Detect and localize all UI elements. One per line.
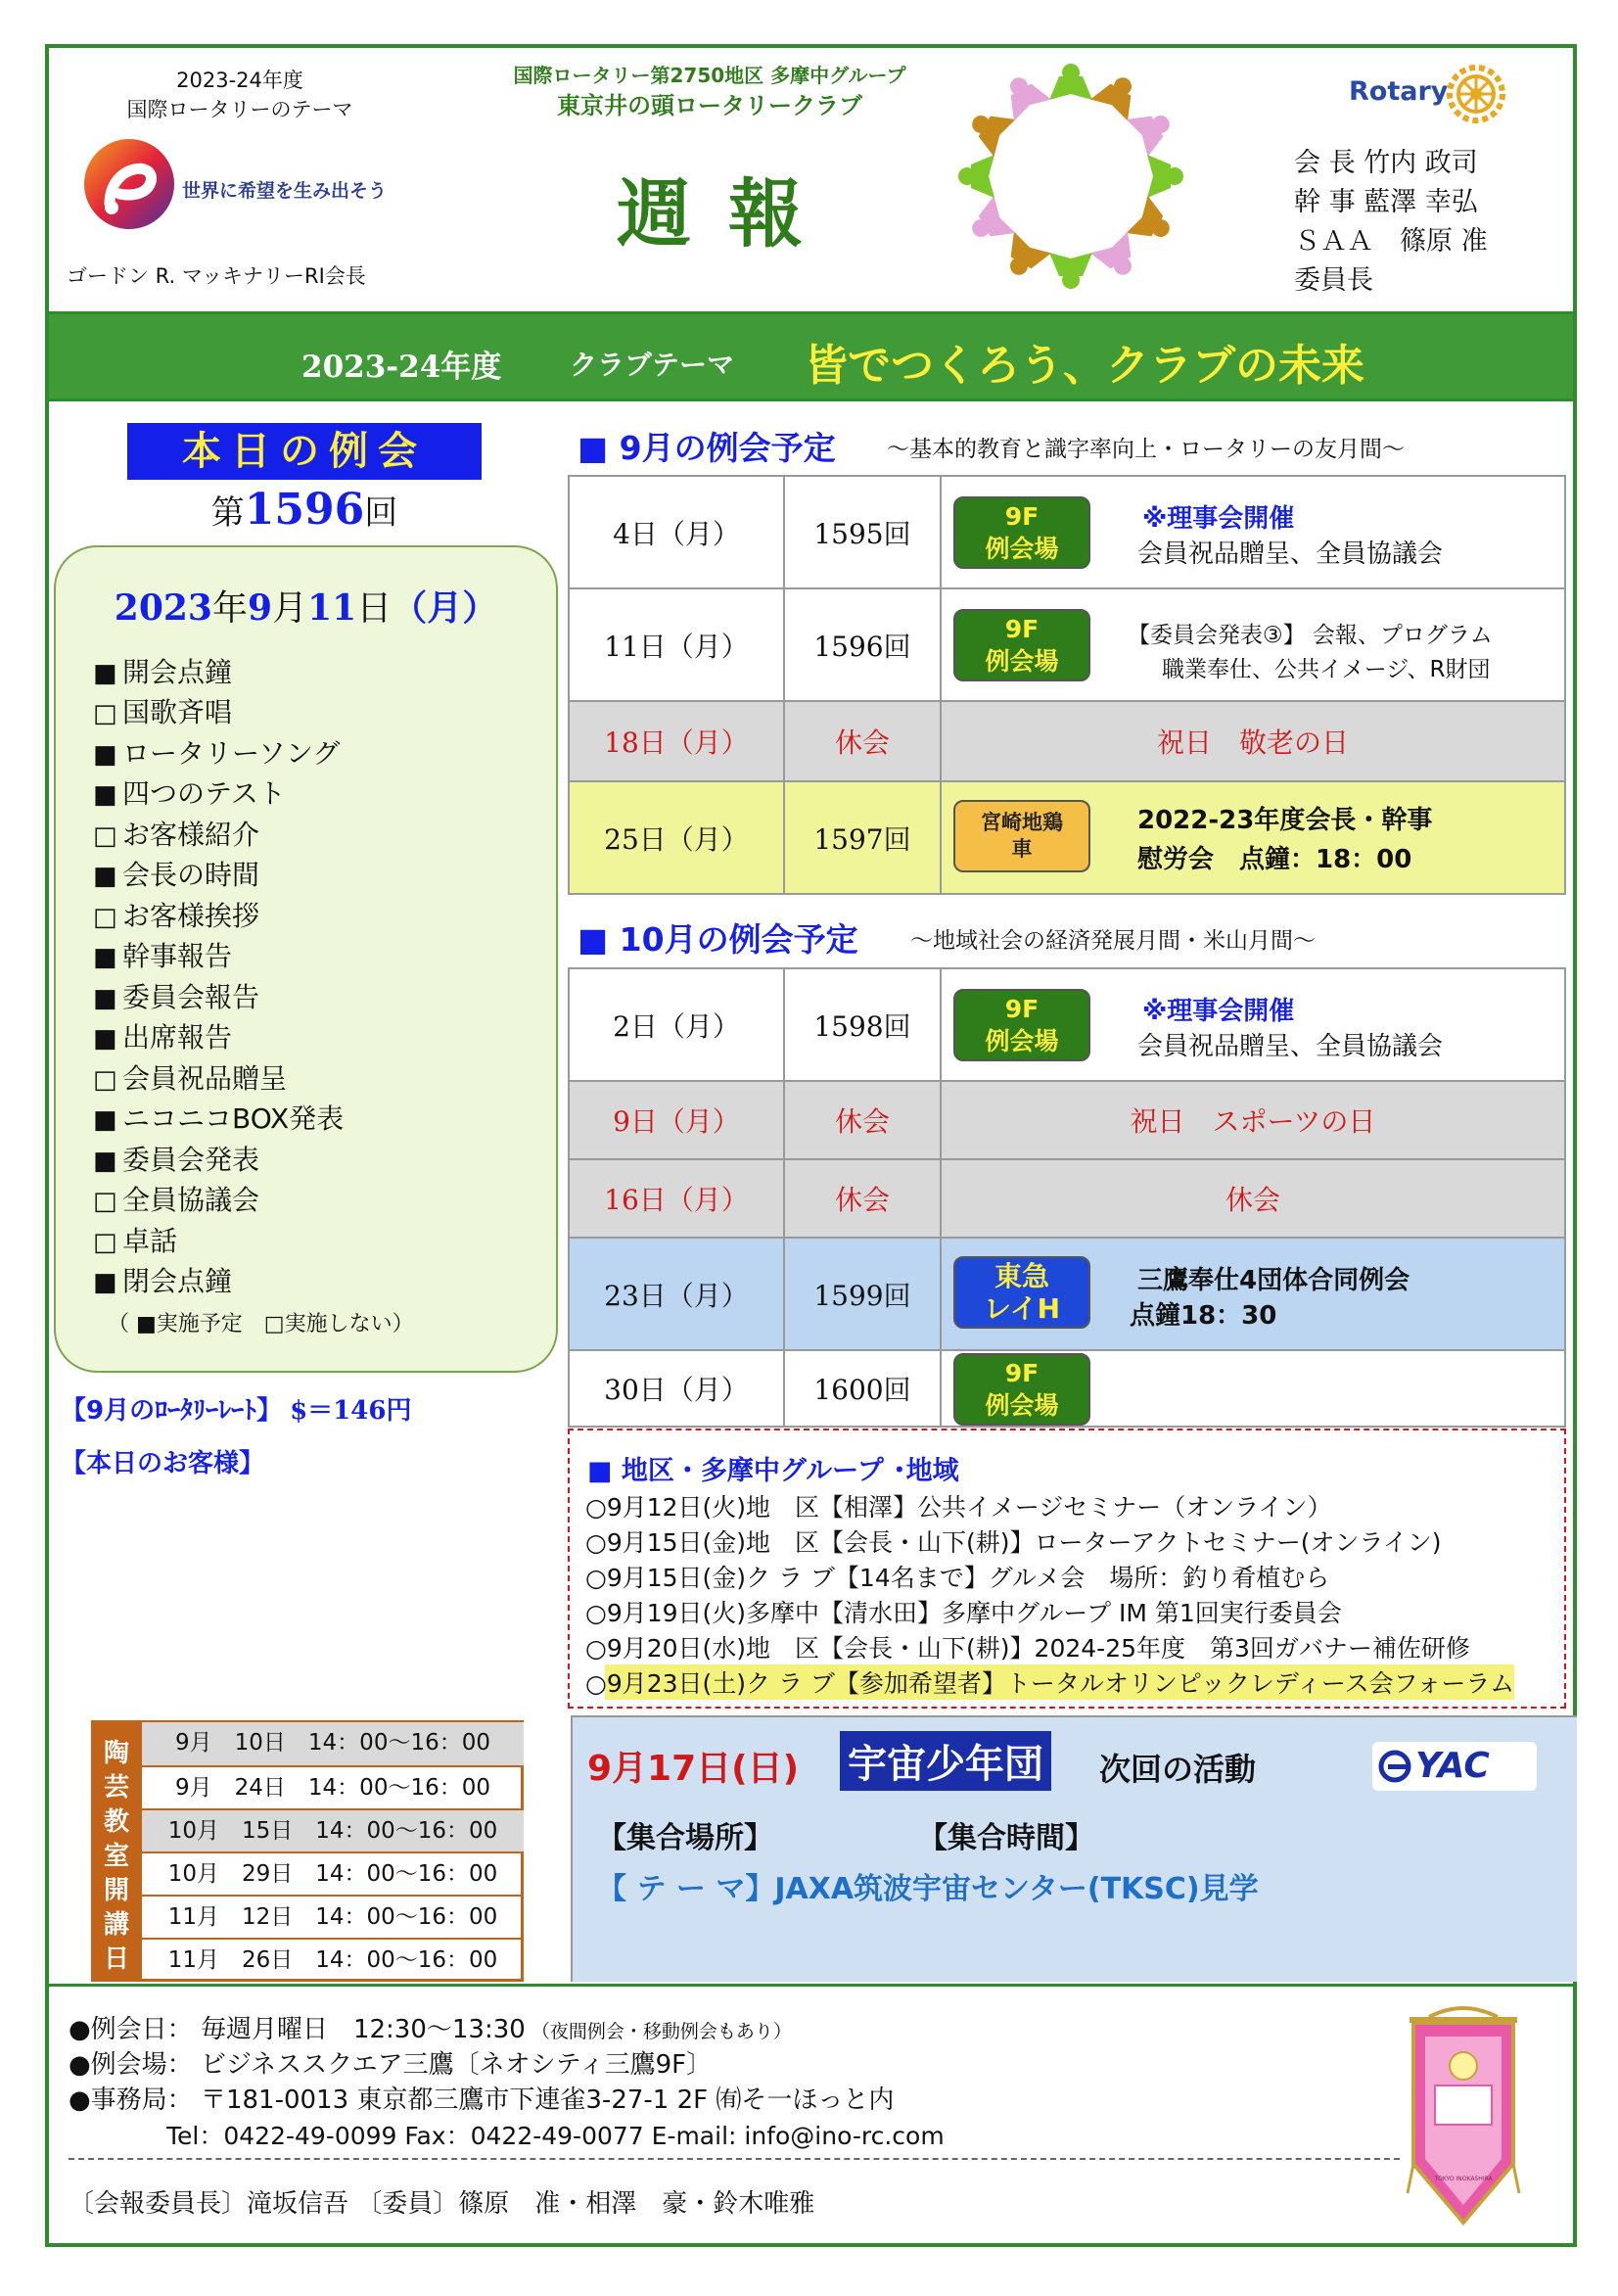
theme-year: 2023-24年度	[176, 69, 303, 92]
program-text: 国歌斉唱	[122, 696, 233, 728]
meeting-count	[127, 485, 482, 535]
footer-editors: 〔会報委員長〕滝坂信吾 〔委員〕篠原 准・相澤 豪・鈴木唯雅	[69, 2189, 815, 2219]
program-text: ニコニコBOX発表	[122, 1102, 345, 1135]
schedule-row-holiday	[568, 1080, 1566, 1160]
row-note: 祝日 スポーツの日	[1130, 1105, 1376, 1138]
row-body	[942, 1239, 1564, 1349]
program-item	[93, 1057, 287, 1097]
meeting-count-number: 1596	[244, 485, 365, 535]
row-note: 祝日 敬老の日	[1156, 726, 1349, 759]
yac-orbit-icon	[1378, 1750, 1411, 1783]
yac-date: 9月17日(日)	[587, 1749, 800, 1789]
row-number: 休会	[785, 702, 942, 780]
badge-line2: 例会場	[985, 647, 1059, 676]
row-number: 休会	[785, 1082, 942, 1158]
row-day: 23日（月）	[570, 1239, 785, 1349]
pottery-side-char: 教	[103, 1807, 129, 1837]
program-mark: ■	[93, 740, 117, 770]
program-text: 閉会点鐘	[122, 1265, 233, 1297]
row-body	[942, 477, 1564, 587]
ri-theme: 世界に希望を生み出そう	[182, 180, 388, 202]
people-ring-icon	[957, 63, 1184, 290]
program-text: ロータリーソング	[122, 737, 341, 770]
program-text: 会員祝品贈呈	[122, 1062, 288, 1095]
row-note-1: 三鷹奉仕4団体合同例会	[1137, 1266, 1410, 1295]
venue-badge	[953, 496, 1090, 569]
row-note-2: 職業奉仕、公共イメージ、R財団	[1162, 657, 1491, 682]
row-day: 25日（月）	[570, 782, 785, 893]
program-text: 四つのテスト	[122, 777, 286, 810]
footer-venue: ●例会場： ビジネススクエア三鷹〔ネオシティ三鷹9F〕	[69, 2050, 713, 2080]
program-mark: □	[93, 1065, 117, 1095]
program-mark: ■	[93, 984, 117, 1013]
row-note-2: 会員祝品贈呈、全員協議会	[1137, 539, 1444, 569]
club-theme-year: 2023-24年度	[301, 350, 502, 385]
pennant-text: TOKYO INOKASHIRA	[1434, 2176, 1493, 2182]
pottery-side-char: 陶	[103, 1739, 129, 1768]
district-item: ○9月20日(水)地 区【会長・山下(耕)】2024-25年度 第3回ガバナー補佐研修	[585, 1634, 1470, 1663]
program-text: 出席報告	[122, 1021, 233, 1054]
badge-line2: 例会場	[985, 535, 1059, 563]
row-body	[942, 782, 1564, 893]
date-weekday: （月）	[392, 587, 498, 629]
row-note-2: 会員祝品贈呈、全員協議会	[1137, 1032, 1444, 1061]
program-text: 委員会発表	[122, 1144, 260, 1176]
program-mark: □	[93, 821, 117, 851]
program-item	[93, 854, 259, 893]
badge-line1: 9F	[1004, 1359, 1040, 1387]
date-year-unit: 年	[211, 588, 248, 629]
meeting-day-note: （夜間例会・移動例会もあり）	[531, 2021, 792, 2042]
venue-badge	[953, 1353, 1090, 1426]
pottery-date-row: 9月 24日 14：00～16：00	[142, 1765, 524, 1808]
badge-line2: 車	[1011, 837, 1033, 861]
officer-secretary: 幹 事 藍澤 幸弘	[1294, 187, 1478, 217]
yac-theme: 【 テ ー マ】JAXA筑波宇宙センター(TKSC)見学	[597, 1872, 1259, 1906]
officer-chair: 委員長	[1294, 265, 1373, 296]
yac-activity: 次回の活動	[1099, 1751, 1257, 1788]
row-day: 4日（月）	[570, 477, 785, 587]
footer-contact: Tel：0422-49-0099 Fax：0422-49-0077 E-mail: info@ino-rc.com	[166, 2122, 945, 2150]
rotary-brand: Rotary	[1349, 76, 1449, 107]
program-item	[93, 651, 232, 690]
program-item	[93, 691, 232, 730]
program-item	[93, 1098, 344, 1137]
club-theme-text: 皆でつくろう、クラブの未来	[805, 341, 1364, 391]
october-subtitle: ～地域社会の経済発展月間・米山月間～	[910, 928, 1316, 954]
district-item: ○9月12日(火)地 区【相澤】公共イメージセミナー（オンライン）	[585, 1493, 1332, 1522]
row-number: 1600回	[785, 1351, 942, 1426]
date-day-unit: 日	[356, 588, 393, 629]
pottery-side-char: 講	[103, 1910, 129, 1940]
program-text: お客様挨拶	[122, 900, 260, 932]
program-mark: □	[93, 699, 117, 728]
badge-line2: レイH	[983, 1292, 1061, 1325]
row-day: 30日（月）	[570, 1351, 785, 1426]
footer-dash-divider	[69, 2158, 1400, 2160]
row-note-1: 2022-23年度会長・幹事	[1137, 806, 1433, 835]
district-name: 国際ロータリー第2750地区 多摩中グループ	[513, 64, 906, 87]
october-title: ■ 10月の例会予定	[578, 920, 858, 959]
footer-divider	[49, 1984, 1573, 1987]
program-mark: ■	[93, 1268, 117, 1297]
venue-badge	[953, 800, 1090, 872]
program-mark: ■	[93, 943, 117, 972]
page-title: 週報	[617, 170, 840, 258]
row-note-2: 点鐘18：30	[1130, 1301, 1277, 1331]
club-theme-label: クラブテーマ	[570, 349, 735, 381]
badge-line2: 例会場	[985, 1391, 1059, 1420]
program-text: 開会点鐘	[122, 656, 233, 688]
program-text: お客様紹介	[122, 819, 260, 851]
badge-line2: 例会場	[985, 1027, 1059, 1055]
row-day: 2日（月）	[570, 969, 785, 1080]
row-number: 1599回	[785, 1239, 942, 1349]
program-mark: □	[93, 1187, 117, 1216]
pottery-date-row: 10月 29日 14：00～16：00	[142, 1851, 524, 1895]
program-text: 全員協議会	[122, 1184, 260, 1216]
program-item	[93, 1016, 232, 1055]
club-name: 東京井の頭ロータリークラブ	[557, 92, 862, 119]
yac-logo	[1372, 1742, 1537, 1791]
rate-value: $＝146円	[290, 1396, 412, 1426]
rotary-rate	[61, 1390, 411, 1427]
schedule-row-holiday	[568, 700, 1566, 782]
row-body	[942, 969, 1564, 1080]
schedule-row-holiday	[568, 1158, 1566, 1239]
program-legend: （ ■実施予定 □実施しない）	[108, 1312, 414, 1336]
theme-label: 国際ロータリーのテーマ	[126, 98, 353, 121]
pottery-date-row: 11月 12日 14：00～16：00	[142, 1895, 524, 1938]
yac-logo-text: YAC	[1415, 1746, 1490, 1786]
district-item-highlight: ○9月23日(土)ク ラ ブ【参加希望者】トータルオリンピックレディース会フォーラム	[585, 1664, 1514, 1700]
row-number: 1598回	[785, 969, 942, 1080]
yac-place-label: 【集合場所】	[597, 1821, 773, 1855]
today-meeting-label: 本日の例会	[127, 423, 482, 480]
row-body	[942, 1351, 1564, 1426]
program-mark: ■	[93, 1105, 117, 1135]
date-month-unit: 月	[272, 588, 308, 629]
program-item	[93, 1260, 232, 1299]
program-item	[93, 935, 232, 974]
schedule-row	[568, 475, 1566, 589]
program-text: 卓話	[122, 1225, 178, 1257]
schedule-row	[568, 780, 1566, 895]
row-number: 1597回	[785, 782, 942, 893]
schedule-row	[568, 967, 1566, 1082]
program-item	[93, 895, 259, 934]
footer-meeting-day	[69, 2009, 792, 2045]
program-item	[93, 1220, 177, 1259]
venue-badge	[953, 989, 1090, 1061]
pottery-side-char: 開	[103, 1876, 129, 1905]
schedule-row	[568, 587, 1566, 702]
row-note-1: ※理事会開催	[1142, 997, 1295, 1026]
venue-badge	[953, 1256, 1090, 1329]
program-mark: ■	[93, 1147, 117, 1176]
date-month: 9	[248, 587, 273, 629]
september-subtitle: ～基本的教育と識字率向上・ロータリーの友月間～	[887, 437, 1405, 462]
ri-president: ゴードン R. マッキナリーRI会長	[67, 264, 366, 288]
row-note-2: 慰労会 点鐘：18：00	[1137, 845, 1412, 874]
row-day: 18日（月）	[570, 702, 785, 780]
guests-label: 【本日のお客様】	[61, 1449, 265, 1478]
badge-line1: 9F	[1004, 995, 1040, 1023]
meeting-count-prefix: 第	[210, 493, 245, 533]
officer-president: 会 長 竹内 政司	[1294, 148, 1478, 178]
badge-line1: 東急	[994, 1260, 1049, 1292]
district-title: ■ 地区・多摩中グループ ･地域	[587, 1456, 959, 1486]
meeting-day-text: ●例会日： 毎週月曜日 12:30～13:30	[69, 2015, 526, 2044]
program-mark: ■	[93, 1024, 117, 1054]
program-item	[93, 814, 259, 853]
program-item	[93, 732, 340, 772]
pottery-side-char: 室	[103, 1842, 129, 1871]
pottery-side-char: 日	[103, 1945, 129, 1974]
schedule-row	[568, 1349, 1566, 1428]
program-mark: ■	[93, 862, 117, 891]
ri-theme-logo-icon	[80, 135, 178, 233]
date-day: 11	[307, 587, 357, 629]
district-item: ○9月15日(金)地 区【会長・山下(耕)】ローターアクトセミナー(オンライン)	[585, 1528, 1442, 1557]
program-text: 委員会報告	[122, 981, 260, 1013]
program-mark: ■	[93, 780, 117, 810]
row-note-1: ※理事会開催	[1142, 504, 1295, 534]
schedule-row	[568, 1237, 1566, 1351]
program-item	[93, 773, 286, 812]
program-item	[93, 1179, 259, 1218]
meeting-count-suffix: 回	[364, 493, 398, 533]
meeting-date	[54, 581, 558, 631]
pottery-date-row: 10月 15日 14：00～16：00	[142, 1808, 524, 1851]
venue-badge	[953, 609, 1090, 681]
row-note: 休会	[1225, 1184, 1280, 1216]
club-theme-band	[49, 314, 1573, 401]
row-day: 11日（月）	[570, 589, 785, 700]
rate-label: 【9月のﾛｰﾀﾘｰﾚｰﾄ】	[61, 1396, 283, 1426]
row-number: 休会	[785, 1160, 942, 1237]
row-day: 16日（月）	[570, 1160, 785, 1237]
row-number: 1595回	[785, 477, 942, 587]
pottery-side-char: 芸	[103, 1773, 129, 1803]
row-number: 1596回	[785, 589, 942, 700]
row-note-1: 【委員会発表③】 会報、プログラム	[1128, 623, 1493, 648]
rotary-wheel-icon	[1447, 65, 1505, 123]
badge-line1: 宮崎地鶏	[981, 811, 1063, 834]
district-item: ○9月15日(金)ク ラ ブ【14名まで】グルメ会 場所：釣り肴植むら	[585, 1564, 1330, 1592]
program-item	[93, 1139, 259, 1178]
september-title: ■ 9月の例会予定	[578, 429, 836, 467]
footer-office: ●事務局： 〒181-0013 東京都三鷹市下連雀3-27-1 2F ㈲そ一ほっと内	[69, 2085, 895, 2115]
program-mark: □	[93, 1228, 117, 1257]
pottery-date-row: 11月 26日 14：00～16：00	[142, 1938, 524, 1981]
yac-name: 宇宙少年団	[840, 1731, 1051, 1791]
district-item: ○9月19日(火)多摩中【清水田】多摩中グループ IM 第1回実行委員会	[585, 1599, 1342, 1627]
yac-time-label: 【集合時間】	[918, 1821, 1094, 1855]
club-pennant-icon	[1390, 1997, 1537, 2237]
program-text: 会長の時間	[122, 859, 260, 891]
program-item	[93, 976, 259, 1015]
date-year: 2023	[114, 587, 212, 629]
badge-line1: 9F	[1004, 502, 1040, 531]
row-body	[942, 589, 1564, 700]
program-text: 幹事報告	[122, 940, 233, 972]
officer-saa: ＳＡＡ 篠原 准	[1294, 226, 1488, 257]
badge-line1: 9F	[1004, 615, 1040, 643]
program-mark: □	[93, 903, 117, 932]
program-mark: ■	[93, 659, 117, 688]
pottery-date-row: 9月 10日 14：00～16：00	[142, 1722, 524, 1765]
row-day: 9日（月）	[570, 1082, 785, 1158]
